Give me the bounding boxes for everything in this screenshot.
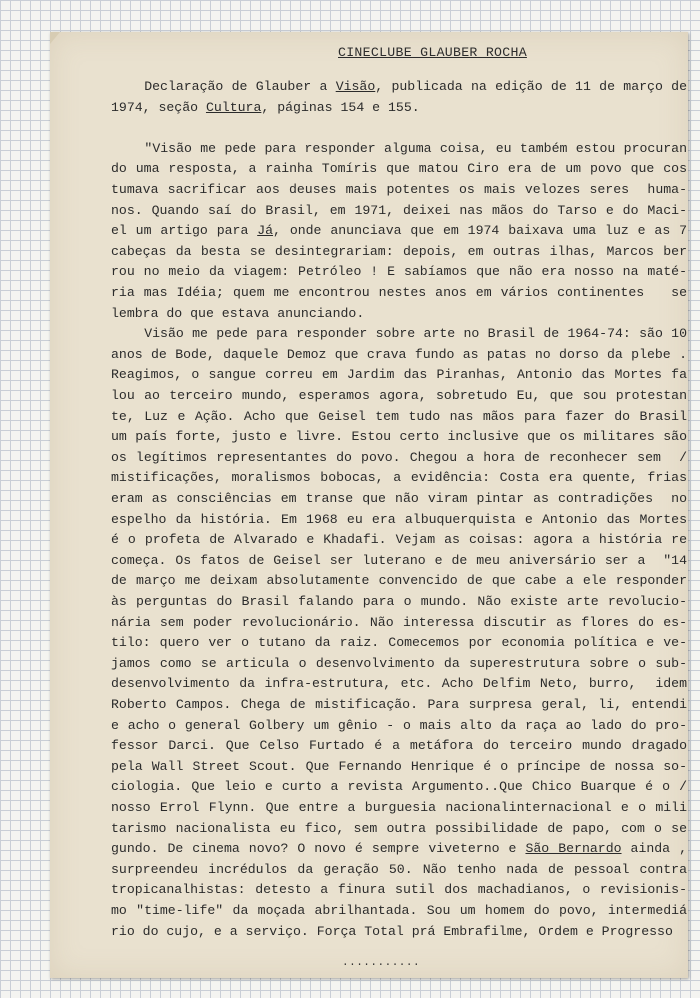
body-text — [50, 32, 688, 978]
text-segment: anos de Bode, daquele Demoz que crava fundo as patas no dorso da plebe . — [111, 346, 687, 362]
text-line — [111, 365, 687, 385]
text-line — [111, 427, 687, 447]
text-segment: ciologia. Que leio e curto a revista Argumento..Que Chico Buarque é o / — [111, 779, 687, 795]
text-segment: Roberto Campos. Chega de mistificação. Para surpresa geral, li, entendi — [111, 697, 687, 712]
text-line — [111, 777, 687, 797]
text-line — [111, 242, 687, 262]
text-segment: mistificações, moralismos bobocas, a evidência: Costa era quente, frias — [111, 470, 687, 486]
text-segment: e acho o general Golbery um gênio - o mais alto da raça ao lado do pro- — [111, 717, 687, 733]
text-line — [111, 613, 687, 633]
text-segment: desenvolvimento da infra-estrutura, etc. Acho Delfim Neto, burro, idem — [111, 676, 687, 692]
text-segment: lembra do que estava anunciando. — [111, 305, 365, 321]
text-segment: Declaração de Glauber a — [111, 79, 336, 94]
text-segment: pela Wall Street Scout. Que Fernando Henrique é o príncipe de nossa so- — [111, 758, 687, 774]
text-segment: ainda , — [621, 841, 688, 857]
text-segment: te, Luz e Ação. Acho que Geisel tem tudo nas mãos para fazer do Brasil — [111, 408, 687, 424]
text-segment: espelho da história. Em 1968 eu era albuquerquista e Antonio das Mortes — [111, 511, 687, 527]
text-segment: gundo. De cinema novo? O novo é sempre viveterno e — [111, 841, 526, 857]
text-line — [111, 407, 687, 427]
text-line — [111, 283, 687, 303]
text-segment: tarismo nacionalista eu fico, sem outra possibilidade de papo, com o se — [111, 820, 687, 836]
text-line — [111, 468, 687, 488]
text-segment: os legítimos representantes do povo. Chegou a hora de reconhecer sem / — [111, 449, 687, 465]
text-segment: às perguntas do Brasil falando para o mundo. Não existe arte revolucio- — [111, 594, 687, 609]
text-line — [111, 386, 687, 406]
text-segment: nária sem poder revolucionário. Não interessa discutir as flores do es- — [111, 614, 687, 630]
text-segment: rou no meio da viagem: Petróleo ! E sabíamos que não era nosso na maté- — [111, 264, 687, 280]
underlined-text: São Bernardo — [525, 841, 622, 857]
text-segment: surpreendeu incrédulos da geração 50. Não tenho nada de pessoal contra — [111, 861, 687, 877]
text-line — [111, 118, 687, 138]
text-line — [111, 489, 687, 509]
text-segment: el um artigo para — [111, 223, 258, 239]
text-line — [111, 654, 687, 674]
text-line — [111, 345, 687, 365]
text-segment: tropicanalhistas: detesto a finura sutil dos machadianos, o revisionis- — [111, 882, 687, 898]
text-segment: , onde anunciava que em 1974 baixava uma luz e as 7 — [273, 223, 687, 239]
text-segment: "Visão me pede para responder alguma coisa, eu também estou procuran — [111, 140, 687, 156]
text-segment: cabeças da besta se desintegrariam: depois, em outras ilhas, Marcos ber — [111, 243, 687, 259]
text-segment: um país forte, justo e livre. Estou certo inclusive que os militares são — [111, 429, 687, 445]
text-segment: rio do cujo, e a serviço. Força Total prá Embrafilme, Ordem e Progresso — [111, 923, 673, 939]
text-segment: nosso Errol Flynn. Que entre a burguesia nacionalinternacional e o mili — [111, 800, 687, 815]
text-line — [111, 139, 687, 159]
text-line — [111, 716, 687, 736]
text-line — [111, 922, 687, 942]
page-title: CINECLUBE GLAUBER ROCHA — [338, 45, 527, 60]
text-line — [111, 510, 687, 530]
text-line — [111, 98, 687, 118]
footer-dots: ........... — [342, 957, 421, 969]
text-line — [111, 324, 687, 344]
text-line — [111, 448, 687, 468]
text-line — [111, 757, 687, 777]
text-segment: nos. Quando saí do Brasil, em 1971, deixei nas mãos do Tarso e do Maci- — [111, 202, 687, 218]
underlined-text: Visão — [335, 79, 376, 94]
text-segment: fessor Darci. Que Celso Furtado é a metáfora do terceiro mundo dragado — [111, 738, 687, 754]
underlined-text: Cultura — [205, 99, 262, 115]
text-line — [111, 221, 687, 241]
text-line — [111, 736, 687, 756]
text-segment: , páginas 154 e 155. — [261, 99, 420, 115]
text-segment: eram as consciências em transe que não viram pintar as contradições no — [111, 491, 687, 506]
underlined-text: Já — [257, 223, 274, 239]
text-segment: Visão me pede para responder sobre arte no Brasil de 1964-74: são 10 — [111, 326, 687, 342]
text-segment: 1974, seção — [111, 99, 206, 115]
text-segment: tilo: quero ver o tutano da raiz. Comecemos por economia política e ve- — [111, 635, 687, 651]
text-segment: é o profeta de Alvarado e Khadafi. Vejam as coisas: agora a história re — [111, 532, 687, 548]
text-line — [111, 159, 687, 179]
text-segment: do uma resposta, a rainha Tomíris que matou Ciro era de um povo que cos — [111, 161, 687, 177]
text-segment: começa. Os fatos de Geisel ser luterano e de meu aniversário ser a "14 — [111, 552, 687, 568]
text-line — [111, 530, 687, 550]
text-line — [111, 860, 687, 880]
text-line — [111, 880, 687, 900]
text-line — [111, 201, 687, 221]
text-line — [111, 551, 687, 571]
text-line — [111, 839, 687, 859]
text-line — [111, 674, 687, 694]
text-line — [111, 798, 687, 818]
text-segment: mo "time-life" da moçada abrilhantada. Sou um homem do povo, intermediá — [111, 903, 687, 918]
text-segment: tumava sacrificar aos deuses mais potentes os mais velozes seres huma- — [111, 182, 687, 197]
text-line — [111, 901, 687, 921]
text-line — [111, 262, 687, 282]
text-line — [111, 633, 687, 653]
text-line — [111, 592, 687, 612]
text-line — [111, 819, 687, 839]
text-line — [111, 695, 687, 715]
text-segment: ria mas Idéia; quem me encontrou nestes anos em vários continentes se — [111, 285, 687, 300]
text-segment: jamos como se articula o desenvolvimento da superestrutura sobre o sub- — [111, 655, 687, 671]
text-segment: de março me deixam absolutamente convencido de que cabe a ele responder — [111, 573, 687, 589]
text-segment: , publicada na edição de 11 de março de — [375, 79, 687, 94]
typewritten-page — [50, 32, 688, 978]
text-segment: Reagimos, o sangue correu em Jardim das Piranhas, Antonio das Mortes fa — [111, 367, 687, 383]
text-segment: lou ao terceiro mundo, esperamos agora, sobretudo Eu, que sou protestan — [111, 388, 687, 403]
text-line — [111, 77, 687, 97]
text-line — [111, 304, 687, 324]
text-line — [111, 571, 687, 591]
text-line — [111, 180, 687, 200]
